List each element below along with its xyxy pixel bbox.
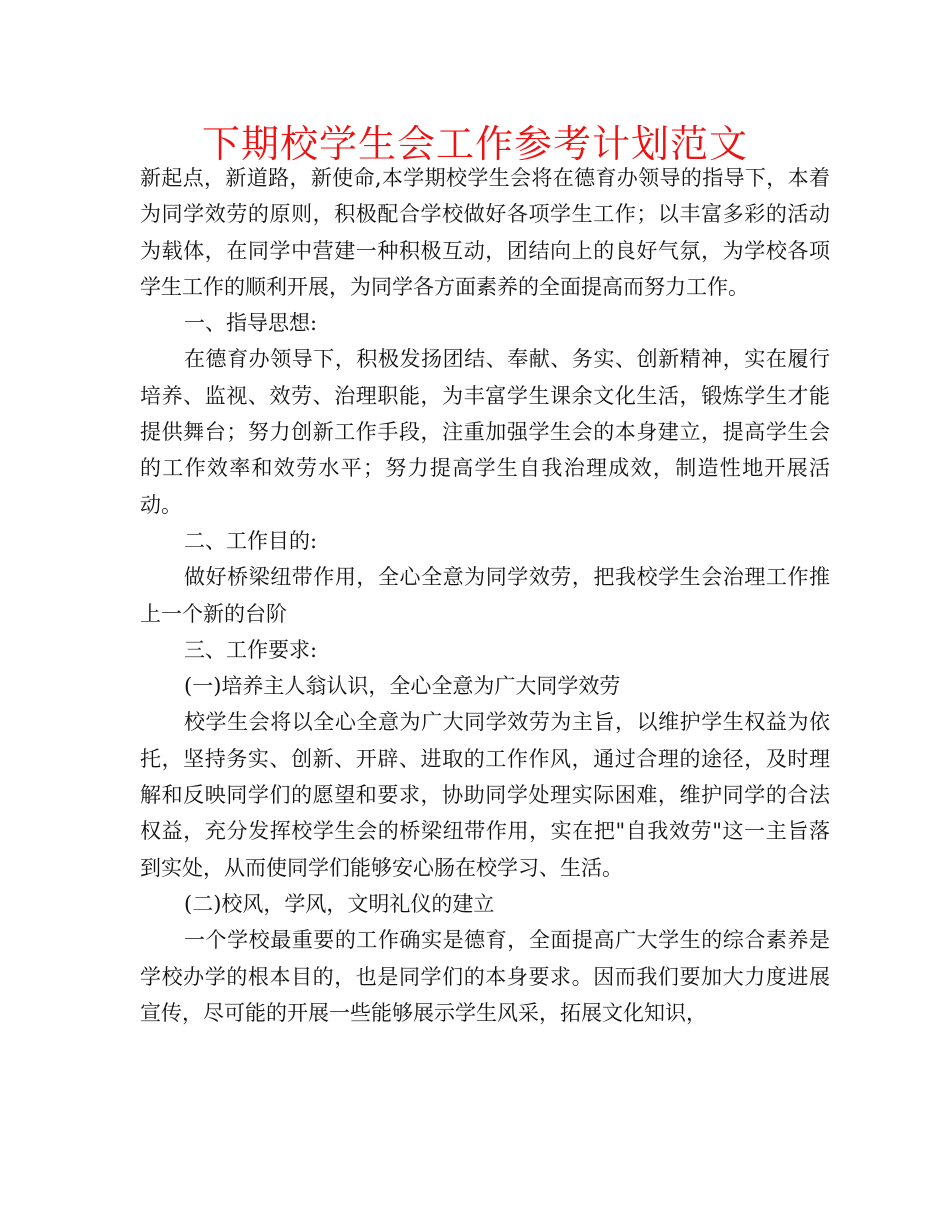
subheading-requirement-2: (二)校风，学风，文明礼仪的建立 [184, 891, 495, 916]
subheading-requirement-1: (一)培养主人翁认识，全心全意为广大同学效劳 [184, 674, 621, 699]
document-title: 下期校学生会工作参考计划范文 [201, 122, 748, 166]
paragraph-guiding-thought: 在德育办领导下，积极发扬团结、奉献、务实、创新精神，实在履行培养、监视、效劳、治理职能，为丰富学生课余文化生活，锻炼学生才能提供舞台；努力创新工作手段，注重加强学生会的本身建立，提高学生会的工作效率和效劳水平；努力提高学生自我治理成效，制造性地开展活动。 [140, 347, 830, 517]
heading-work-requirements: 三、工作要求: [184, 637, 318, 662]
paragraph-requirement-2: 一个学校最重要的工作确实是德育，全面提高广大学生的综合素养是学校办学的根本目的，也是同学们的本身要求。因而我们要加大力度进展宣传，尽可能的开展一些能够展示学生风采，拓展文化知识， [140, 928, 830, 1025]
heading-work-goal: 二、工作目的: [184, 528, 318, 553]
document-body [140, 160, 830, 1031]
paragraph-work-goal: 做好桥梁纽带作用，全心全意为同学效劳，把我校学生会治理工作推上一个新的台阶 [140, 565, 830, 626]
paragraph-intro: 新起点，新道路，新使命,本学期校学生会将在德育办领导的指导下，本着为同学效劳的原则，积极配合学校做好各项学生工作；以丰富多彩的活动为载体，在同学中营建一种积极互动，团结向上的良好气氛，为学校各项学生工作的顺利开展，为同学各方面素养的全面提高而努力工作。 [140, 166, 830, 299]
heading-guiding-thought: 一、指导思想: [184, 311, 318, 336]
paragraph-requirement-1: 校学生会将以全心全意为广大同学效劳为主旨，以维护学生权益为依托，坚持务实、创新、开辟、进取的工作作风，通过合理的途径，及时理解和反映同学们的愿望和要求，协助同学处理实际困难，维护同学的合法权益，充分发挥校学生会的桥梁纽带作用，实在把"自我效劳"这一主旨落到实处，从而使同学们能够安心肠在校学习、生活。 [140, 710, 830, 880]
